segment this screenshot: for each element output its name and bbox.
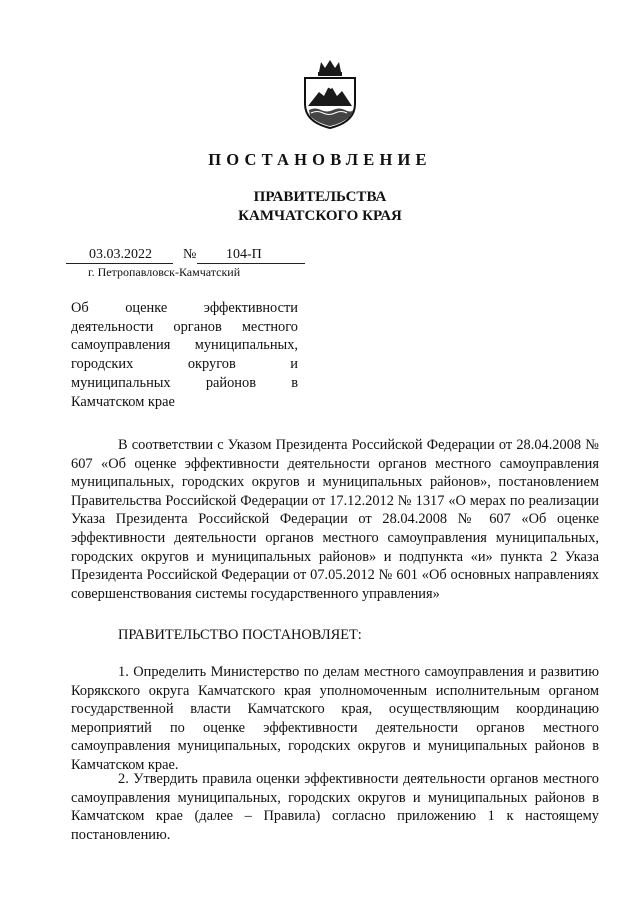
- preamble-paragraph: В соответствии с Указом Президента Российской Федерации от 28.04.2008 № 607 «Об оценке эффективности деятельности органов местного самоуправления муниципальных, городских округов и муниципальных районов», постановлением Правительства Российской Федерации от 17.12.2012 № 1317 «О мерах по реализации Указа Президента Российской Федерации от 28.04.2008 № 607 «Об оценке эффективности деятельности органов местного самоуправления муниципальных, городских округов и муниципальных районов» и подпункта «и» пункта 2 Указа Президента Российской Федерации от 07.05.2012 № 601 «Об основных направлениях совершенствования системы государственного управления»: [71, 437, 599, 602]
- coat-of-arms-icon: [297, 58, 363, 130]
- authority-line-1: ПРАВИТЕЛЬСТВА: [253, 189, 387, 205]
- number-underline: [197, 263, 305, 264]
- document-date: 03.03.2022: [89, 247, 152, 262]
- item-2-paragraph: 2. Утвердить правила оценки эффективности деятельности органов местного самоуправления муниципальных, городских округов и муниципальных районов в Камчатском крае (далее – Правила) согласно приложению 1 к настоящему постановлению.: [71, 771, 599, 843]
- document-title: ПОСТАНОВЛЕНИЕ: [208, 150, 432, 169]
- date-underline: [66, 263, 173, 264]
- item-1-paragraph: 1. Определить Министерство по делам местного самоуправления и развитию Корякского округа Камчатского края уполномоченным исполнительным органом государственной власти Камчатского края, осуществляющим координацию мероприятий по оценке эффективности деятельности органов местного самоуправления муниципальных, городских округов и муниципальных районов в Камчатском крае.: [71, 664, 599, 773]
- document-number: 104-П: [226, 247, 262, 262]
- authority-line-2: КАМЧАТСКОГО КРАЯ: [238, 208, 402, 224]
- document-city: г. Петропавловск-Камчатский: [88, 265, 241, 279]
- issuing-authority: [0, 188, 640, 226]
- number-sign: №: [183, 247, 197, 262]
- decree-statement: ПРАВИТЕЛЬСТВО ПОСТАНОВЛЯЕТ:: [118, 627, 362, 643]
- document-subject: Об оценке эффективности деятельности органов местного самоуправления муниципальных, городских округов и муниципальных районов в Камчатском крае: [71, 300, 298, 410]
